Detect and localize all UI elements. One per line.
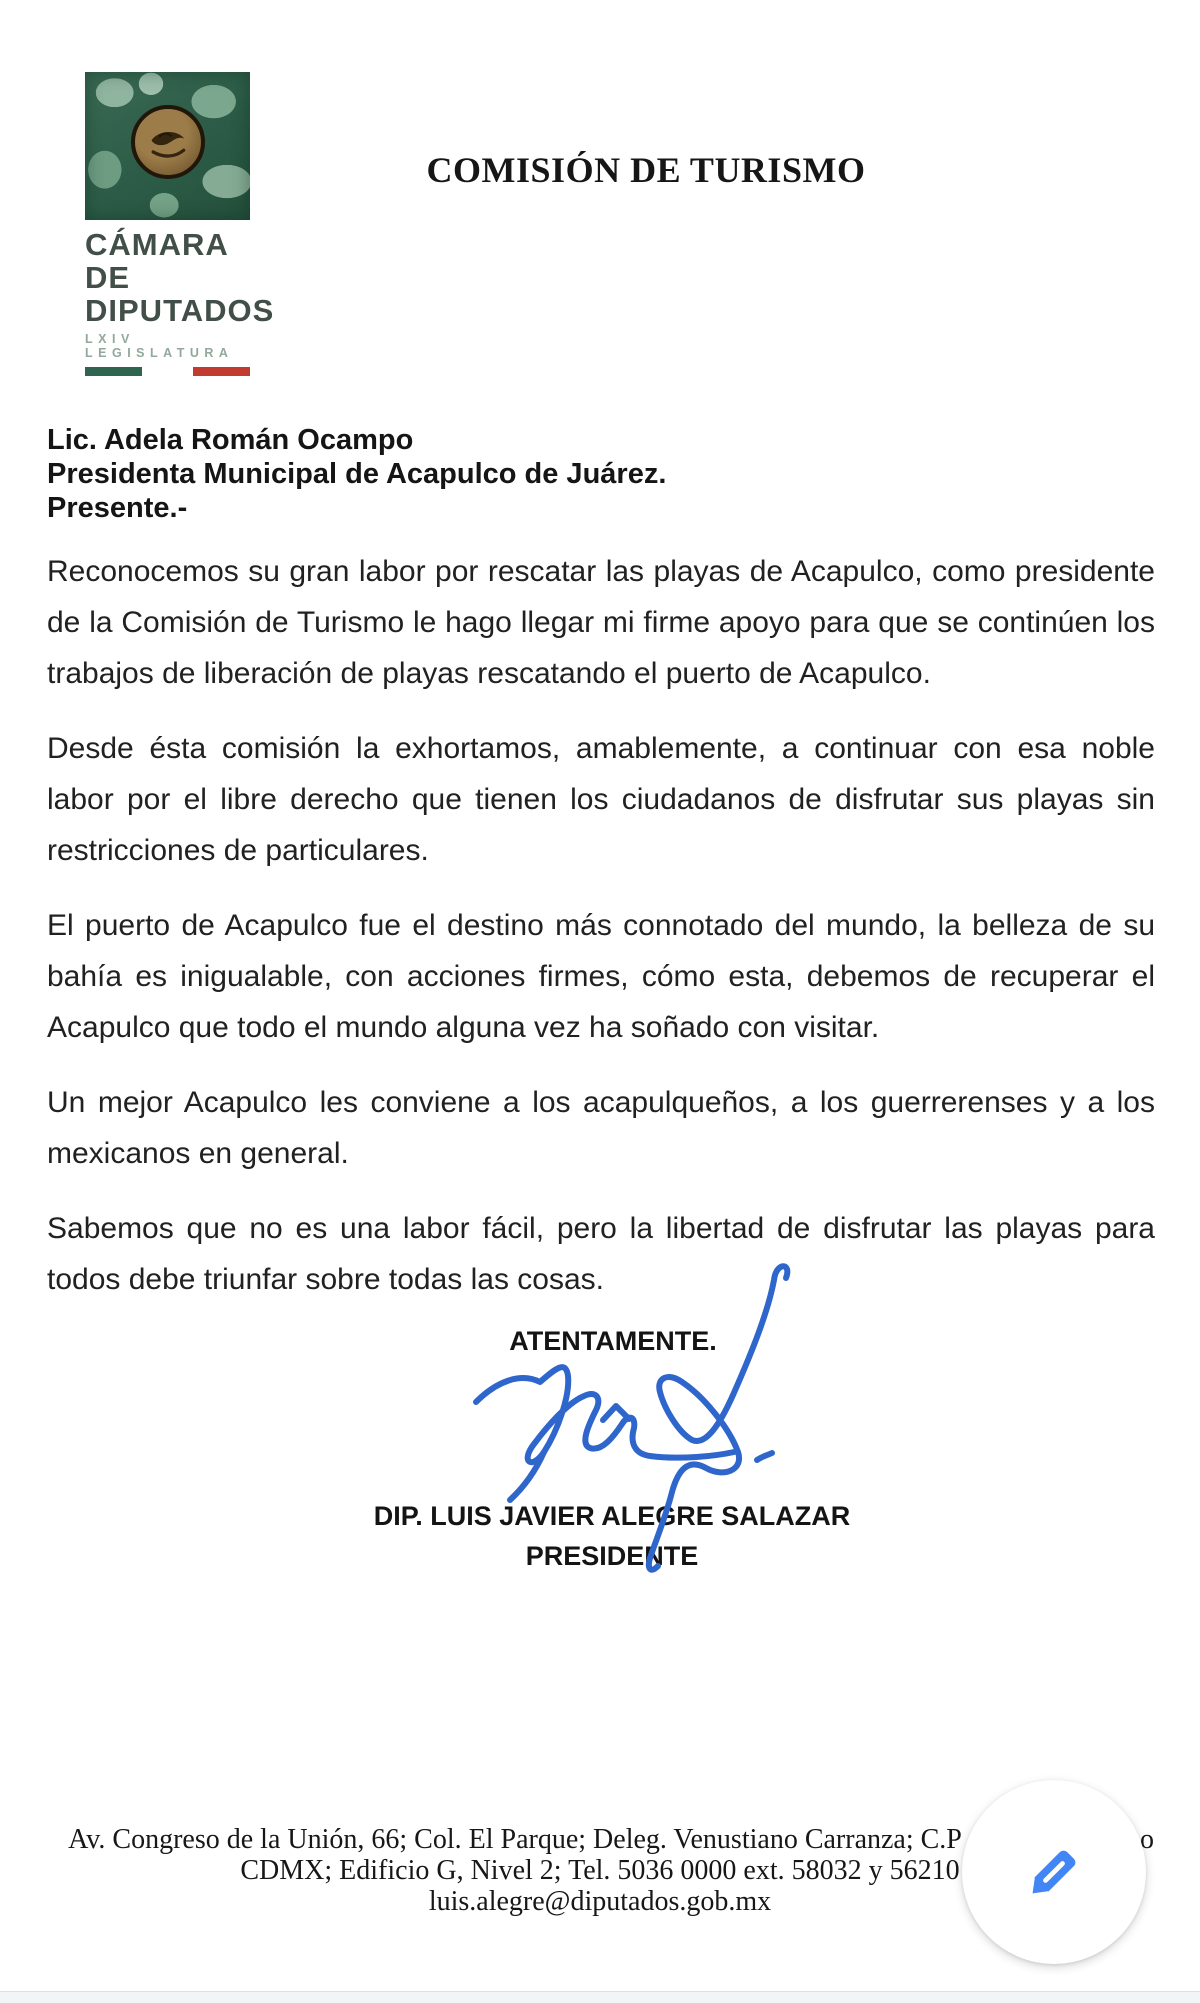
edit-pencil-icon [1018,1836,1090,1908]
flag-red-bar [193,367,250,376]
edit-fab-button[interactable] [962,1780,1146,1964]
org-name-line1: CÁMARA DE [85,227,228,295]
recipient-title: Presidenta Municipal de Acapulco de Juárez. [47,458,667,490]
flag-green-bar [85,367,142,376]
letter-body [47,546,1155,1329]
body-paragraph: Sabemos que no es una labor fácil, pero la libertad de disfrutar las playas para todos debe triunfar sobre todas las cosas. [47,1212,1155,1296]
footer-line-2: CDMX; Edificio G, Nivel 2; Tel. 5036 0000 ext. 58032 y 56210 [240,1855,960,1886]
body-paragraph: Desde ésta comisión la exhortamos, amablemente, a continuar con esa noble labor por el libre derecho que tienen los ciudadanos de disfrutar sus playas sin restricciones de particulares. [47,732,1155,867]
recipient-block [47,423,666,525]
signer-name: DIP. LUIS JAVIER ALEGRE SALAZAR [373,1501,851,1531]
org-name-line2: DIPUTADOS [85,293,275,328]
signer-block [0,1496,1200,1576]
body-paragraph: Un mejor Acapulco les conviene a los acapulqueños, a los guerrerenses y a los mexicanos en general. [47,1086,1155,1170]
closing-line: ATENTAMENTE. [509,1326,717,1356]
footer-line1-tail: o [1140,1824,1154,1855]
footer-email: luis.alegre@diputados.gob.mx [428,1886,772,1917]
flag-bars [85,367,250,376]
legislature-label: LXIV LEGISLATURA [85,332,234,360]
body-paragraph: El puerto de Acapulco fue el destino más connotado del mundo, la belleza de su bahía es inigualable, con acciones firmes, cómo esta, debemos de recuperar el Acapulco que todo el mundo alguna vez ha soñado con visitar. [47,909,1155,1044]
org-name [85,227,275,328]
coat-of-arms-emblem [85,72,250,220]
camara-diputados-logo [85,72,275,376]
signer-title: PRESIDENTE [525,1541,699,1571]
footer-line1-left: Av. Congreso de la Unión, 66; Col. El Parque; Deleg. Venustiano Carranza; C.P [68,1824,962,1855]
recipient-name: Lic. Adela Román Ocampo [47,424,414,456]
app-bottom-edge [0,1991,1200,2003]
footer-line2-clipped-digit: 0 [945,1855,960,1886]
recipient-salutation: Presente.- [47,492,188,524]
commission-title: COMISIÓN DE TURISMO [426,150,866,190]
body-paragraph: Reconocemos su gran labor por rescatar las playas de Acapulco, como presidente de la Comisión de Turismo le hago llegar mi firme apoyo para que se continúen los trabajos de liberación de playas rescatando el puerto de Acapulco. [47,555,1155,690]
